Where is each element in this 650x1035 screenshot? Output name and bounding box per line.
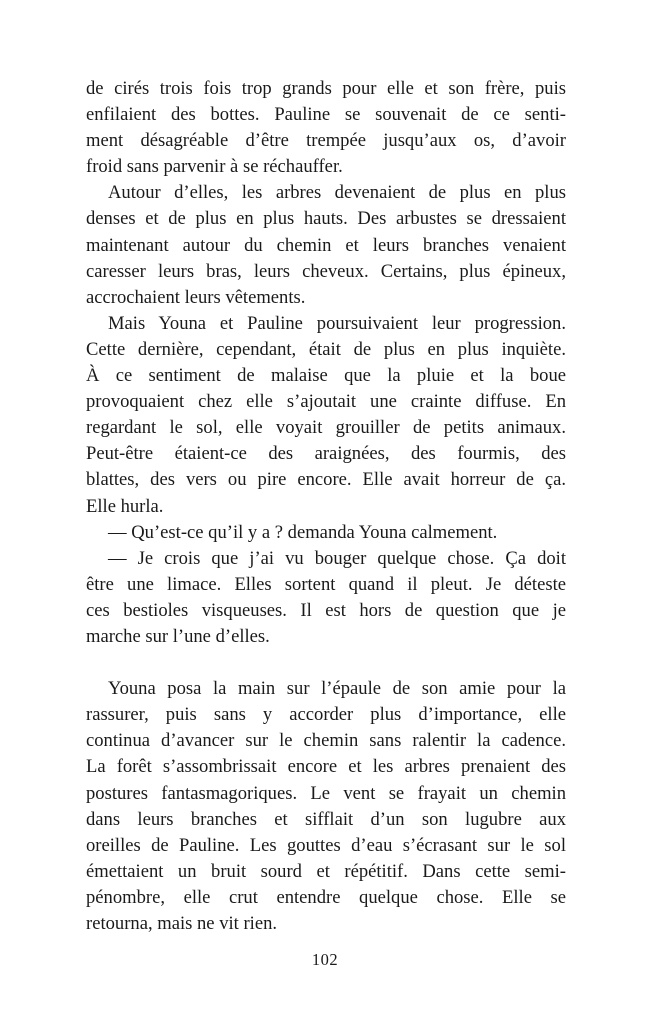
text-line: de cirés trois fois trop grands pour elle et son frère, puis bbox=[86, 78, 566, 99]
text-line: regardant le sol, elle voyait grouiller de petits animaux. bbox=[86, 417, 566, 439]
text-line: La forêt s’assombrissait encore et les arbres prenaient des bbox=[86, 756, 566, 778]
text-line: pénombre, elle crut entendre quelque chose. Elle se bbox=[86, 886, 566, 908]
text-line: provoquaient chez elle s’ajoutait une crainte diffuse. En bbox=[86, 391, 566, 413]
text-line: marche sur l’une d’elles. bbox=[86, 625, 270, 647]
text-line: À ce sentiment de malaise que la pluie et la boue bbox=[86, 365, 566, 387]
text-line: oreilles de Pauline. Les gouttes d’eau s’écrasant sur le sol bbox=[86, 834, 566, 856]
text-line: ment désagréable d’être trempée jusqu’aux os, d’avoir bbox=[86, 130, 566, 152]
text-line: accrochaient leurs vêtements. bbox=[86, 286, 306, 308]
text-line: denses et de plus en plus hauts. Des arbustes se dressaient bbox=[86, 208, 566, 230]
text-line: enfilaient des bottes. Pauline se souvenait de ce senti- bbox=[86, 104, 566, 126]
text-line: émettaient un bruit sourd et répétitif. Dans cette semi- bbox=[86, 860, 566, 882]
dialogue-line: — Je crois que j’ai vu bouger quelque chose. Ça doit bbox=[108, 547, 566, 569]
text-line: Mais Youna et Pauline poursuivaient leur progression. bbox=[108, 312, 566, 334]
text-line: Autour d’elles, les arbres devenaient de plus en plus bbox=[108, 182, 566, 204]
text-line: Youna posa la main sur l’épaule de son amie pour la bbox=[108, 678, 566, 700]
text-line: froid sans parvenir à se réchauffer. bbox=[86, 156, 343, 178]
page-number: 102 bbox=[311, 950, 339, 969]
text-line: maintenant autour du chemin et leurs branches venaient bbox=[86, 234, 566, 256]
text-line: continua d’avancer sur le chemin sans ralentir la cadence. bbox=[86, 730, 566, 752]
text-line: retourna, mais ne vit rien. bbox=[86, 913, 278, 934]
text-line: Elle hurla. bbox=[86, 495, 164, 517]
book-page-text bbox=[86, 76, 566, 937]
section-break bbox=[86, 650, 566, 676]
dialogue-line: — Qu’est-ce qu’il y a ? demanda Youna calmement. bbox=[108, 521, 498, 543]
text-line: rassurer, puis sans y accorder plus d’importance, elle bbox=[86, 704, 566, 726]
text-line: Cette dernière, cependant, était de plus en plus inquiète. bbox=[86, 338, 566, 360]
text-line: Peut-être étaient-ce des araignées, des fourmis, des bbox=[86, 443, 566, 465]
text-line: caresser leurs bras, leurs cheveux. Certains, plus épineux, bbox=[86, 260, 566, 282]
text-line: dans leurs branches et sifflait d’un son lugubre aux bbox=[86, 808, 566, 830]
text-line: postures fantasmagoriques. Le vent se frayait un chemin bbox=[86, 782, 566, 804]
text-line: blattes, des vers ou pire encore. Elle avait horreur de ça. bbox=[86, 469, 566, 491]
text-line: être une limace. Elles sortent quand il pleut. Je déteste bbox=[86, 573, 566, 595]
text-line: ces bestioles visqueuses. Il est hors de question que je bbox=[86, 599, 566, 621]
